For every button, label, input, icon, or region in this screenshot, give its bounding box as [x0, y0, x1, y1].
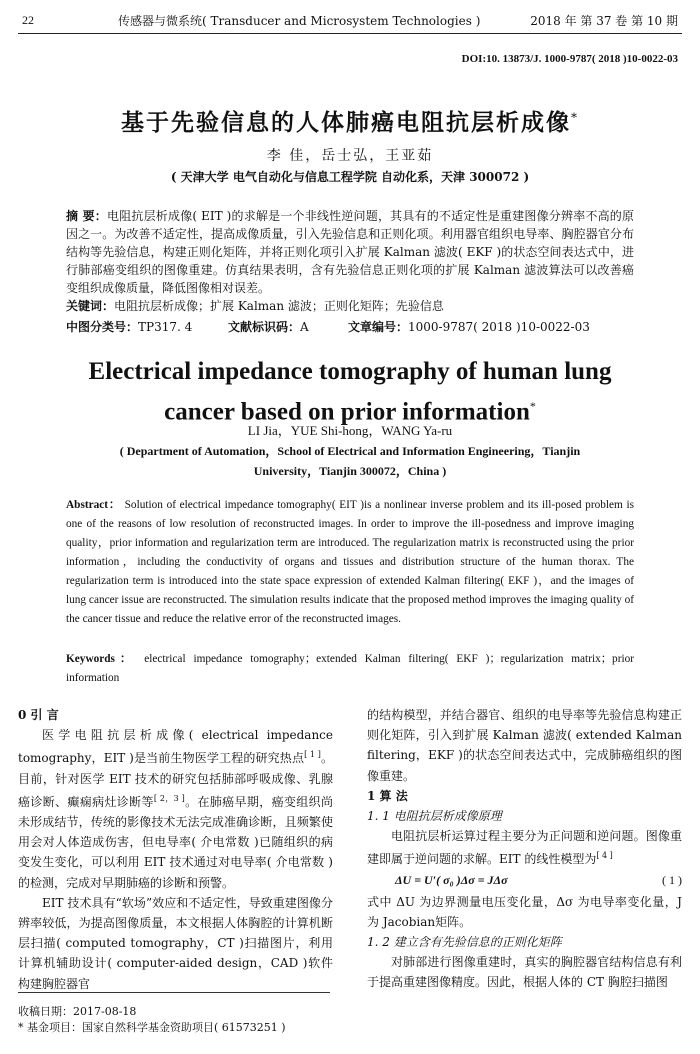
en-keywords [66, 650, 634, 688]
cn-title-footnote-mark: * [571, 110, 579, 125]
cn-keywords-text: 电阻抗层析成像；扩展 Kalman 滤波；正则化矩阵；先验信息 [114, 299, 444, 313]
cn-keywords-label: 关键词： [66, 299, 115, 313]
citation-ref[interactable]: [ 1 ] [304, 750, 321, 760]
doc-code-label: 文献标识码： [228, 320, 301, 334]
cn-keywords [66, 297, 634, 314]
en-authors: LI Jia，YUE Shi-hong，WANG Ya-ru [247, 423, 453, 438]
clc-value: TP317. 4 [138, 320, 193, 334]
journal-name: 传感器与微系统( Transducer and Microsystem Technologies ) [118, 14, 481, 28]
subsection-heading-1-1: 1. 1 电阻抗层析成像原理 [367, 809, 502, 824]
document-code [228, 318, 309, 335]
en-abstract [66, 496, 634, 629]
section-heading-algorithm: 1 算 法 [367, 788, 408, 803]
cn-title-text: 基于先验信息的人体肺癌电阻抗层析成像 [121, 109, 571, 136]
received-date: 收稿日期：2017-08-18 [18, 1005, 137, 1018]
intro-paragraph-2-continued: 的结构模型，并结合器官、组织的电导率等先验信息构建正则化矩阵，引入到扩展 Kalman 滤波( extended Kalman filtering，EKF )的状态空间表达式中，完成肺癌组织的图像重建。 [367, 708, 682, 783]
en-keywords-text: electrical impedance tomography；extended Kalman filtering( EKF )；regularization matrix；prior information [66, 653, 635, 684]
en-affiliation: ( Department of Automation，School of Electrical and Information Engineering，Tianjin University，Tianjin 300072，China ) [119, 444, 581, 478]
footnote-rule [18, 992, 330, 993]
intro-paragraph-2: EIT 技术具有“软场”效应和不适定性，导致重建图像分辨率较低，为提高图像质量，本文根据人体胸腔的计算机断层扫描( computed tomography，CT )扫描图片，利用计算机辅助设计( computer-aided design，CAD )软件构建胸腔器官 [18, 895, 333, 991]
clc-label: 中图分类号： [66, 320, 139, 334]
en-title [60, 354, 640, 429]
cn-authors: 李 佳，岳士弘，王亚茹 [266, 148, 434, 164]
equation-1 [367, 870, 682, 892]
en-title-line1: Electrical impedance tomography of human lung [88, 358, 612, 385]
issue-info: 2018 年 第 37 卷 第 10 期 [530, 14, 678, 28]
intro-paragraph-1: 医学电阻抗层析成像( electrical impedance tomography，EIT )是当前生物医学工程的研究热点[ 1 ]。目前，针对医学 EIT 技术的研究包括肺部呼吸成像、乳腺癌诊断、癫痫病灶诊断等[ 2，3 ]。在肺癌早期，癌变组织尚未形成结节，传统的影像技术无法完成准确诊断，且频繁使用会对人体造成伤害，但电导率( 介电常数 )已随组织的病变发生变化，可以利用 EIT 技术通过对电导率( 介电常数 )的检测，完成对早期肺癌的诊断和预警。 [18, 728, 333, 890]
header-rule [18, 33, 682, 34]
body-column-right [367, 705, 682, 993]
citation-ref[interactable]: [ 2，3 ] [153, 793, 185, 803]
article-number [348, 318, 590, 335]
cn-abstract-label: 摘 要： [66, 209, 107, 223]
clc-number [66, 318, 192, 335]
doc-code-value: A [300, 320, 309, 334]
section-heading-intro: 0 引 言 [18, 708, 59, 722]
eit-principle-paragraph: 电阻抗层析运算过程主要分为正问题和逆问题。图像重建即属于逆问题的求解。EIT 的线性模型为[ 4 ] [367, 829, 682, 867]
equation-number: ( 1 ) [662, 872, 682, 887]
doi-line[interactable] [462, 53, 678, 65]
doi-value: :10. 13873/J. 1000-9787( 2018 )10-0022-03 [482, 53, 678, 65]
article-no-label: 文章编号： [348, 320, 409, 334]
en-keywords-label: Keywords： [66, 653, 137, 665]
citation-ref[interactable]: [ 4 ] [596, 851, 613, 861]
fund-project: * 基金项目：国家自然科学基金资助项目( 61573251 ) [18, 1021, 286, 1034]
cn-affiliation: ( 天津大学 电气自动化与信息工程学院 自动化系，天津 300072 ) [170, 170, 530, 184]
equation-explanation: 式中 ΔU 为边界测量电压变化量，Δσ 为电导率变化量，J 为 Jacobian矩阵。 [367, 894, 682, 929]
cn-abstract [66, 207, 634, 297]
page-number: 22 [22, 13, 34, 27]
en-title-line2: cancer based on prior information* [164, 398, 536, 426]
doi-label: DOI [461, 53, 483, 65]
article-no-value: 1000-9787( 2018 )10-0022-03 [408, 320, 590, 334]
en-abstract-label: Abstract： [66, 499, 121, 511]
equation-formula: ΔU = U′( σ₀ )Δσ = JΔσ [395, 872, 508, 887]
body-column-left [18, 705, 333, 994]
cn-abstract-text: 电阻抗层析成像( EIT )的求解是一个非线性逆问题，其具有的不适定性是重建图像分辨率不高的原因之一。为改善不适定性，提高成像质量，引入先验信息和正则化项。利用器官组织电导率、胸腔器官分布结构等先验信息，构建正则化矩阵，并将正则化项引入扩展 Kalman 滤波( EKF )的状态空间表达式中，进行肺部癌变组织的图像重建。仿真结果表明，含有先验信息正则化项的扩展 Kalman 滤波算法可以改善癌变组织成像质量，降低图像相对误差。 [66, 209, 635, 295]
prior-info-paragraph: 对肺部进行图像重建时，真实的胸腔器官结构信息有利于提高重建图像精度。因此，根据人体的 CT 胸腔扫描图 [367, 955, 682, 990]
cn-title [0, 104, 700, 137]
en-title-footnote-mark: * [529, 399, 536, 413]
subsection-heading-1-2: 1. 2 建立含有先验信息的正则化矩阵 [367, 935, 562, 950]
en-abstract-text: Solution of electrical impedance tomography( EIT )is a nonlinear inverse problem and its ill-posed problem is one of the reasons of low resolution of reconstructed images. In order to improve the ill-posedness and improve imaging quality，prior information and regularization term are introduced. The regularization matrix is reconstructed using the prior information，including the conductivity of organs and tissues and distribution structure of the human thorax. The regularization term is introduced into the state space expression of extended Kalman filtering( EKF )，and the images of lung cancer issue are reconstructed. The simulation results indicate that the proposed method improves the imaging quality of the cancer tissue and reduce the relative error of the reconstructed images. [66, 499, 634, 625]
